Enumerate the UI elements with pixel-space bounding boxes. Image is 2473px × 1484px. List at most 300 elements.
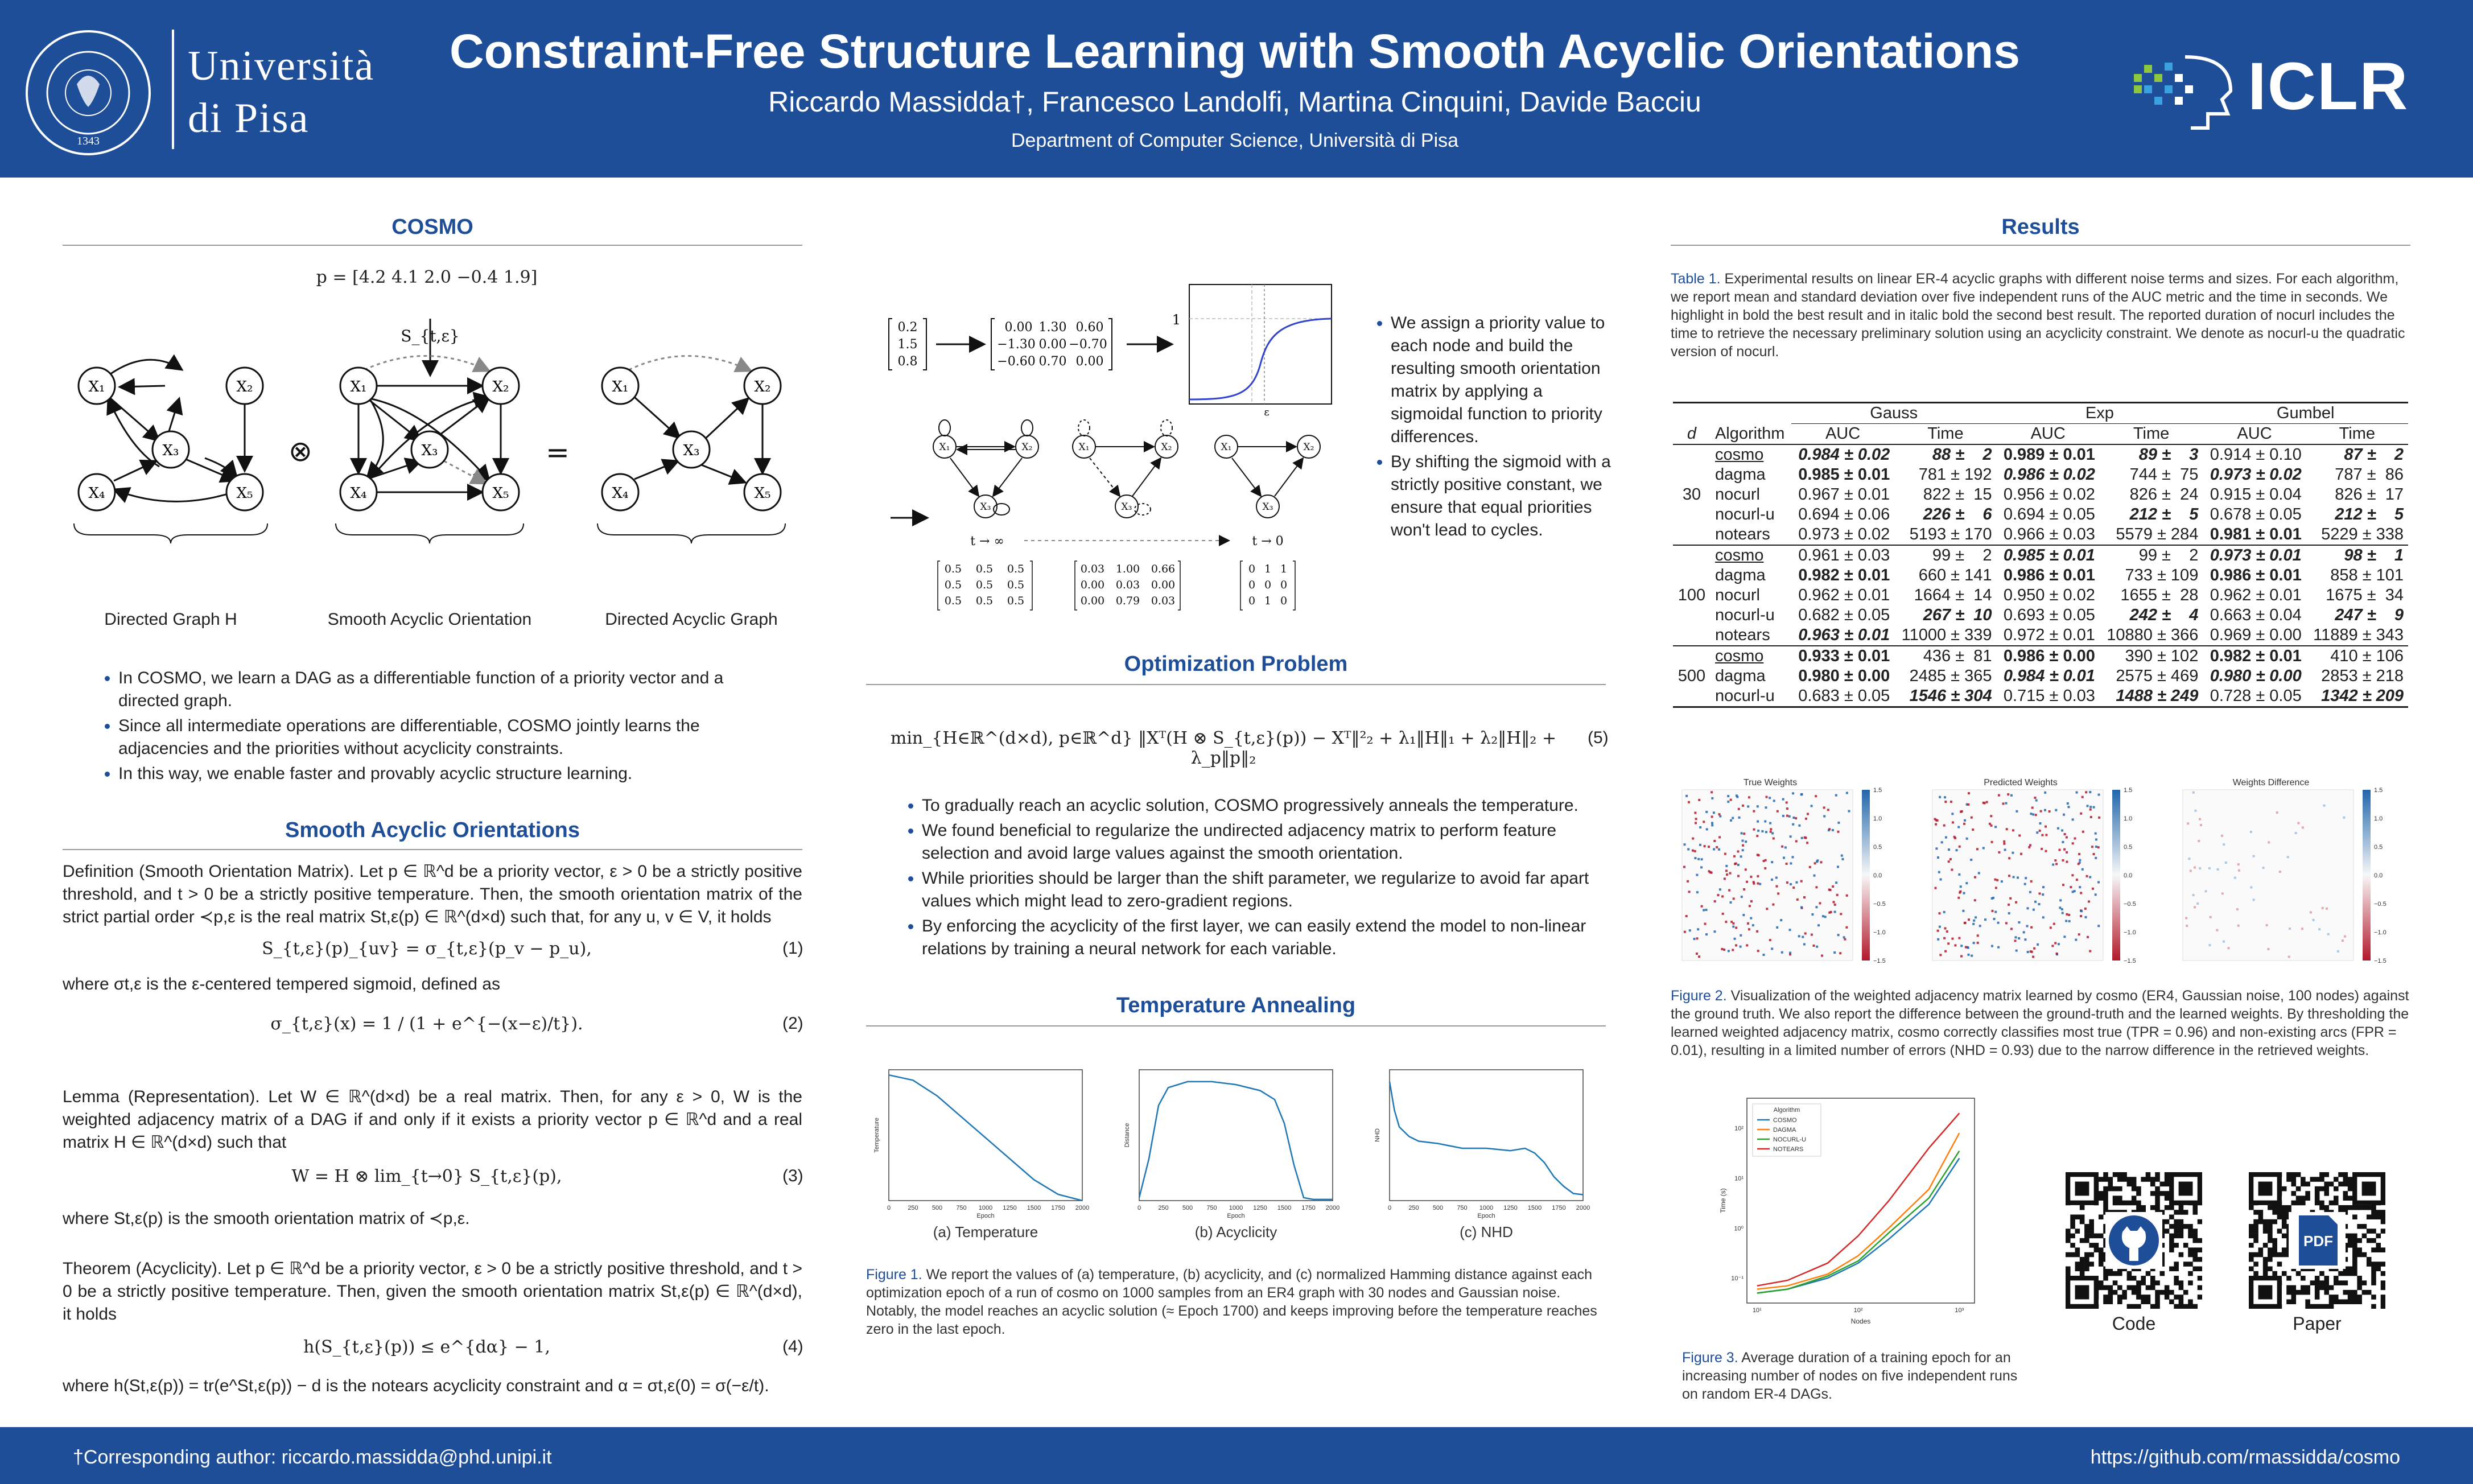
heatmap-cell <box>1783 857 1785 859</box>
heatmap-cell <box>1833 901 1835 903</box>
heatmap-cell <box>1954 837 1956 839</box>
otimes-symbol: ⊗ <box>288 435 312 468</box>
heatmap-cell <box>2097 925 2100 927</box>
tick-label: 1000 <box>1229 1205 1243 1211</box>
heatmap-cell <box>1745 840 1747 843</box>
heatmap-cell <box>1822 915 1824 917</box>
heatmap-cell <box>1979 925 1981 927</box>
heatmap-cell <box>1972 828 1974 831</box>
heatmap-cell <box>1846 894 1848 897</box>
heatmap-cell <box>2029 844 2031 846</box>
colorbar-tick: 0.0 <box>1873 872 1882 879</box>
heatmap-cell <box>2082 868 2084 871</box>
svg-text:0.00: 0.00 <box>1004 320 1033 335</box>
heatmap-cell <box>2098 794 2100 796</box>
heatmap-cell <box>1756 835 1758 837</box>
repo-link[interactable]: https://github.com/rmassidda/cosmo <box>2090 1446 2400 1468</box>
heatmap-cell <box>2318 928 2321 930</box>
heatmap-cell <box>1845 926 1848 929</box>
heatmap-cell <box>1743 832 1745 835</box>
heatmap-cell <box>1742 805 1744 807</box>
heatmap-cell <box>1792 856 1794 858</box>
svg-text:1.30: 1.30 <box>1038 320 1067 335</box>
heatmap-cell <box>1765 859 1767 861</box>
heatmap-cell <box>1960 885 1962 888</box>
heatmap-cell <box>2063 935 2066 938</box>
heatmap-cell <box>2035 814 2037 816</box>
operator-label: S_{t,ε} <box>401 327 460 345</box>
heatmap-cell <box>2035 799 2038 802</box>
heatmap-cell <box>1804 933 1807 935</box>
heatmap-cell <box>1970 859 1972 861</box>
qr-code-github[interactable] <box>2066 1172 2202 1309</box>
colorbar-tick: −1.5 <box>1873 958 1886 964</box>
tick-label: 0 <box>1387 1205 1392 1211</box>
heatmap-cell <box>2234 877 2236 879</box>
heatmap-cell <box>2301 928 2303 930</box>
heatmap-cell <box>1839 952 1841 954</box>
heatmap-cell <box>1719 815 1721 818</box>
heatmap-cell <box>1694 850 1696 852</box>
heatmap-cell <box>1811 934 1813 936</box>
heatmap-cell <box>2034 797 2037 799</box>
heatmap-cell <box>1951 938 1953 940</box>
heatmap-cell <box>1837 865 1839 868</box>
section-rule <box>866 1025 1606 1027</box>
heatmap-cell <box>2237 925 2240 927</box>
colorbar-tick: −0.5 <box>2124 901 2136 908</box>
heatmap-cell <box>2045 834 2047 836</box>
colorbar <box>2363 790 2371 961</box>
heatmap-cell <box>1935 823 1937 826</box>
heatmap-cell <box>2072 818 2074 821</box>
heatmap-cell <box>1732 926 1734 928</box>
heatmap-cell <box>1795 840 1798 842</box>
svg-text:0.5: 0.5 <box>944 563 962 575</box>
heatmap-cell <box>1771 879 1773 881</box>
table-row: dagma 0.985 ± 0.01 781 ± 192 0.986 ± 0.02 744 ± 75 0.973 ± 0.02 787 ± 86 <box>1714 465 2404 484</box>
heatmap-cell <box>2059 899 2062 901</box>
heatmap-cell <box>1719 888 1721 891</box>
heatmap-cell <box>2036 831 2038 834</box>
heatmap-cell <box>2192 894 2195 896</box>
heatmap-cell <box>2003 843 2005 845</box>
heatmap-cell <box>1749 905 1751 907</box>
heatmap-cell <box>2005 922 2008 924</box>
heatmap-cell <box>2033 909 2035 911</box>
heatmap-cell <box>1813 945 1815 947</box>
svg-text:0.5: 0.5 <box>975 579 994 591</box>
heatmap-cell <box>2217 868 2219 871</box>
heatmap-cell <box>1967 947 1969 949</box>
heatmap-cell <box>2027 907 2029 909</box>
table-row: nocurl-u 0.682 ± 0.05 267 ± 10 0.693 ± 0.05 242 ± 4 0.663 ± 0.04 247 ± 9 <box>1714 606 2404 624</box>
heatmap-cell <box>2297 822 2299 825</box>
column-header: AUC <box>1825 424 1861 443</box>
heatmap-cell <box>2262 867 2265 869</box>
heatmap-cell <box>2084 908 2087 910</box>
heatmap-cell <box>1792 817 1795 819</box>
heatmap-cell <box>1823 806 1825 809</box>
heatmap-cell <box>1737 875 1740 877</box>
svg-text:X₃: X₃ <box>980 501 991 513</box>
colorbar-tick: −1.0 <box>1873 929 1886 936</box>
heatmap-cell <box>2065 920 2067 922</box>
axis-label: Epoch <box>1477 1213 1495 1219</box>
table-row: 30 nocurl 0.967 ± 0.01 822 ± 15 0.956 ± 0.02 826 ± 24 0.915 ± 0.04 826 ± 17 <box>1682 485 2404 504</box>
svg-text:1343: 1343 <box>77 135 100 147</box>
heatmap-cell <box>1966 838 1968 840</box>
heatmap-cell <box>1763 954 1765 956</box>
heatmap-cell <box>1786 815 1788 817</box>
tick-label: 1500 <box>1027 1205 1041 1211</box>
heatmap-cell <box>1735 863 1737 865</box>
heatmap-cell <box>1934 818 1936 821</box>
heatmap-cell <box>2055 809 2057 811</box>
heatmap-cell <box>2085 791 2087 793</box>
heatmap-cell <box>1742 840 1744 842</box>
svg-text:0: 0 <box>1248 579 1256 591</box>
heatmap-cell <box>1811 913 1813 916</box>
heatmap-cell <box>1820 861 1823 863</box>
heatmap-cell <box>1828 889 1831 891</box>
heatmap-cell <box>1943 825 1946 827</box>
heatmap-cell <box>1997 922 2000 924</box>
heatmap-cell <box>1738 808 1740 810</box>
colorbar-tick: −1.0 <box>2374 929 2387 936</box>
heatmap-cell <box>1994 826 1997 828</box>
svg-text:1: 1 <box>1280 563 1288 575</box>
heatmap-cell <box>2079 886 2081 888</box>
colorbar <box>2112 790 2120 961</box>
heatmap-cell <box>2062 859 2064 861</box>
heatmap-cell <box>1684 843 1686 846</box>
colorbar-tick: 1.0 <box>1873 815 1882 822</box>
heatmap-cell <box>1693 938 1696 940</box>
tick-label: 10³ <box>1955 1307 1964 1314</box>
svg-text:0.00: 0.00 <box>1080 595 1105 607</box>
heatmap-cell <box>1695 822 1697 824</box>
heatmap-cell <box>1815 906 1817 908</box>
heatmap-cell <box>2093 853 2095 855</box>
table-row: 500 dagma 0.980 ± 0.00 2485 ± 365 0.984 ± 0.01 2575 ± 469 0.980 ± 0.00 2853 ± 218 <box>1677 667 2404 685</box>
heatmap-cell <box>2032 813 2034 815</box>
svg-text:X₁: X₁ <box>88 378 105 395</box>
heatmap-cell <box>1996 879 1998 881</box>
heatmap-cell <box>2196 902 2199 905</box>
heatmap-cell <box>2082 831 2084 833</box>
graph-label-3: Directed Acyclic Graph <box>605 610 778 629</box>
pdf-label: PDF <box>2303 1232 2333 1250</box>
heatmap-cell <box>2010 928 2013 930</box>
section-title-soo: Smooth Acyclic Orientations <box>285 818 580 842</box>
heatmap-cell <box>1701 905 1703 908</box>
heatmap-cell <box>1708 846 1710 848</box>
heatmap-cell <box>1692 850 1694 852</box>
heatmap-cell <box>2070 886 2072 888</box>
tick-label: 1750 <box>1051 1205 1065 1211</box>
heatmap-cell <box>1993 918 1996 920</box>
heatmap-cell <box>2054 859 2056 861</box>
heatmap-cell <box>1811 805 1813 807</box>
heatmap-cell <box>1733 897 1735 900</box>
heatmap-cell <box>1701 858 1703 860</box>
heatmap-cell <box>2041 848 2043 850</box>
heatmap-cell <box>1748 928 1750 930</box>
subcaption: (b) Acyclicity <box>1194 1223 1277 1240</box>
heatmap-cell <box>1940 879 1942 881</box>
heatmap-cell <box>1813 875 1816 877</box>
heatmap-cell <box>2045 850 2047 852</box>
heatmap-cell <box>1837 934 1840 936</box>
heatmap-cell <box>2216 929 2218 931</box>
svg-text:X₄: X₄ <box>88 485 105 502</box>
heatmap-cell <box>1952 821 1954 823</box>
heatmap-cell <box>2337 950 2339 953</box>
heatmap-cell <box>2194 906 2196 908</box>
heatmap-cell <box>2288 956 2290 958</box>
colorbar-tick: 0.0 <box>2374 872 2383 879</box>
graph-directed <box>105 360 245 501</box>
heatmap-cell <box>2066 913 2068 916</box>
duration-chart <box>1713 1093 1997 1332</box>
heatmap-cell <box>1846 792 1848 794</box>
heatmap-cell <box>2093 806 2095 809</box>
heatmap-cell <box>1977 934 1979 937</box>
svg-text:X₄: X₄ <box>612 485 629 502</box>
heatmap-cell <box>1737 864 1740 866</box>
svg-text:0.5: 0.5 <box>944 595 962 607</box>
heatmap-cell <box>2092 888 2094 890</box>
colorbar-tick: 0.5 <box>2124 844 2133 851</box>
heatmap-cell <box>2210 916 2212 918</box>
subcaption: (a) Temperature <box>933 1223 1038 1240</box>
heatmap-cell <box>1796 898 1799 901</box>
heatmap-cell <box>1746 881 1748 883</box>
heatmap-cell <box>1757 854 1759 856</box>
heatmap-cell <box>1757 821 1759 823</box>
axis-label: Distance <box>1124 1123 1131 1148</box>
heatmap-cell <box>2068 920 2071 922</box>
heatmap-cell <box>1721 948 1723 950</box>
qr-label-paper: Paper <box>2293 1313 2342 1334</box>
svg-text:X₂: X₂ <box>1303 442 1314 453</box>
tick-label: 2000 <box>1325 1205 1340 1211</box>
iclr-logo <box>2122 46 2441 137</box>
heatmap-cell <box>2003 840 2005 843</box>
tick-label: 750 <box>1206 1205 1217 1211</box>
plot-frame <box>1390 1070 1583 1201</box>
heatmap-cell <box>1800 880 1803 883</box>
heatmap-cell <box>2041 834 2043 836</box>
heatmap-cell <box>1737 850 1740 852</box>
heatmap-cell <box>1726 873 1728 876</box>
heatmap-cell <box>1943 937 1946 939</box>
heatmap-cell <box>2208 944 2211 946</box>
heatmap-cell <box>1696 874 1698 876</box>
heatmap-cell <box>1835 794 1837 797</box>
heatmap-cell <box>1765 831 1767 833</box>
heatmap-cell <box>2310 911 2312 913</box>
table-row: cosmo 0.933 ± 0.01 436 ± 81 0.986 ± 0.00 390 ± 102 0.982 ± 0.01 410 ± 106 <box>1673 646 2408 666</box>
heatmap-cell <box>1842 858 1844 860</box>
heatmap-cell <box>2205 890 2207 892</box>
heatmap-cell <box>1990 815 1992 817</box>
heatmap-cell <box>1994 911 1997 913</box>
affiliation: Department of Computer Science, Università di Pisa <box>1011 130 1459 151</box>
heatmap-cell <box>2064 833 2066 835</box>
column-header: AUC <box>2030 424 2066 443</box>
heatmap-cell <box>1961 810 1963 813</box>
heatmap-cell <box>1827 809 1829 811</box>
colorbar-tick: −0.5 <box>2374 901 2387 908</box>
heatmap-title: True Weights <box>1743 778 1798 788</box>
orientation-figure <box>888 279 1354 620</box>
heatmap-cell <box>2008 912 2010 914</box>
heatmap-cell <box>2253 898 2255 901</box>
heatmap-cell <box>1699 844 1701 846</box>
heatmap-cell <box>1939 912 1941 914</box>
heatmap-cell <box>1837 822 1840 824</box>
heatmap-cell <box>2279 871 2281 873</box>
heatmap-cell <box>2085 916 2087 918</box>
heatmap-cell <box>2001 880 2003 883</box>
heatmap-cell <box>2082 796 2084 798</box>
heatmap-cell <box>1724 877 1726 880</box>
heatmap-cell <box>1939 926 1941 928</box>
tick-label: 10² <box>1734 1125 1744 1132</box>
svg-text:0.00: 0.00 <box>1080 579 1105 591</box>
svg-text:1: 1 <box>1264 595 1272 607</box>
heatmap-cell <box>1964 922 1967 924</box>
heatmap-cell <box>1738 817 1741 819</box>
heatmap-cell <box>1944 796 1946 798</box>
heatmap-cell <box>1776 885 1778 888</box>
heatmap-cell <box>1735 927 1737 929</box>
svg-text:0.03: 0.03 <box>1080 563 1105 575</box>
authors: Riccardo Massidda†, Francesco Landolfi, Martina Cinquini, Davide Bacciu <box>768 86 1701 118</box>
svg-text:1: 1 <box>1172 312 1181 328</box>
legend-entry: NOTEARS <box>1773 1146 1804 1153</box>
heatmap-cell <box>2062 841 2064 843</box>
heatmap-cell <box>1711 824 1713 826</box>
tick-label: 250 <box>1408 1205 1419 1211</box>
heatmap-cell <box>2225 861 2227 864</box>
heatmap-cell <box>1789 929 1791 931</box>
heatmap-cell <box>1941 841 1943 843</box>
heatmap-cell <box>2071 874 2074 876</box>
svg-text:0: 0 <box>1248 595 1256 607</box>
heatmap-cell <box>1974 876 1976 879</box>
heatmap-cell <box>2015 901 2017 904</box>
tick-label: 10⁰ <box>1734 1225 1744 1232</box>
heatmap-cell <box>2024 938 2026 941</box>
colorbar-tick: 0.0 <box>2124 872 2133 879</box>
svg-text:0.03: 0.03 <box>1151 595 1176 607</box>
heatmap-cell <box>2185 917 2187 920</box>
heatmap-cell <box>2078 853 2080 855</box>
heatmap-cell <box>1685 915 1688 917</box>
colorbar-tick: −1.5 <box>2124 958 2136 964</box>
heatmap-cell <box>1800 906 1803 909</box>
equation-1: S_{t,ε}(p)_{uv} = σ_{t,ε}(p_v − p_u), <box>262 939 592 959</box>
heatmap-cell <box>1823 815 1825 818</box>
heatmap-cell <box>1770 831 1772 833</box>
legend-entry: COSMO <box>1773 1117 1797 1124</box>
heatmap-cell <box>1937 856 1939 859</box>
heatmap-cell <box>1944 950 1947 953</box>
heatmap-cell <box>1704 923 1707 925</box>
heatmap-cell <box>2020 853 2022 855</box>
heatmap-1 <box>1932 778 2136 964</box>
heatmap-cell <box>1816 860 1818 863</box>
heatmap-cell <box>1959 892 1961 894</box>
heatmap-cell <box>1790 862 1792 864</box>
noise-header: Gumbel <box>2203 403 2408 424</box>
heatmap-cell <box>2344 935 2346 938</box>
heatmap-cell <box>2068 914 2070 916</box>
heatmap-cell <box>1764 867 1766 869</box>
tick-label: 1250 <box>1003 1205 1017 1211</box>
heatmap-cell <box>2090 816 2092 818</box>
heatmap-cell <box>1792 823 1794 826</box>
svg-text:X₃: X₃ <box>162 442 179 459</box>
heatmap-cell <box>1973 942 1975 944</box>
section-title-annealing: Temperature Annealing <box>1116 994 1356 1017</box>
heatmap-cell <box>2034 901 2037 903</box>
heatmap-cell <box>2051 945 2054 947</box>
heatmap-cell <box>1832 885 1834 888</box>
heatmap-cell <box>1757 875 1759 877</box>
heatmap-cell <box>1769 822 1771 825</box>
svg-text:0: 0 <box>1280 579 1288 591</box>
heatmap-cell <box>1770 828 1772 830</box>
colorbar-tick: −1.5 <box>2374 958 2387 964</box>
lemma-text: Lemma (Representation). Let W ∈ ℝ^(d×d) be a real matrix. Then, for any ε > 0, W is the weighted adjacency matrix of a DAG if and only if it exists a priority vector p ∈ ℝ^d and a real matrix H ∈ ℝ^(d×d) such that <box>63 1087 802 1152</box>
unipi-logo <box>23 23 410 154</box>
theorem-text: Theorem (Acyclicity). Let p ∈ ℝ^d be a priority vector, ε > 0 be a strictly positive threshold, and t > 0 be a strictly positive temperature. Then, given the smooth orientation matrix St,ε(p) ∈ ℝ^(d×d), it holds <box>63 1259 802 1324</box>
heatmap-cell <box>1777 892 1779 894</box>
heatmap-cell <box>2223 941 2225 943</box>
column-header: Algorithm <box>1714 424 1785 443</box>
heatmap-cell <box>2295 832 2297 834</box>
heatmap-cell <box>1764 821 1766 823</box>
qr-code-paper[interactable] <box>2249 1172 2385 1309</box>
heatmap-cell <box>2066 851 2068 854</box>
heatmap-cell <box>2053 923 2055 925</box>
heatmap-cell <box>1753 881 1755 883</box>
heatmap-cell <box>1801 837 1803 839</box>
heatmap-cell <box>2017 876 2019 879</box>
sigmoid-plot <box>1172 285 1332 418</box>
heatmap-cell <box>1746 944 1748 946</box>
heatmap-cell <box>1728 950 1730 952</box>
svg-text:t → ∞: t → ∞ <box>970 534 1004 549</box>
equals-symbol: = <box>546 436 570 469</box>
heatmap-cell <box>1998 851 2000 854</box>
heatmap-cell <box>1771 947 1773 950</box>
heatmap-cell <box>1841 855 1843 857</box>
heatmap-cell <box>1700 866 1703 868</box>
heatmap-cell <box>2059 906 2061 909</box>
column-header: AUC <box>2237 424 2272 443</box>
heatmap-cell <box>1697 928 1699 930</box>
heatmap-cell <box>1771 832 1774 834</box>
heatmap-cell <box>1971 955 1973 957</box>
heatmap-cell <box>1761 830 1763 832</box>
heatmap-cell <box>2253 855 2255 858</box>
heatmap-cell <box>2080 813 2082 815</box>
